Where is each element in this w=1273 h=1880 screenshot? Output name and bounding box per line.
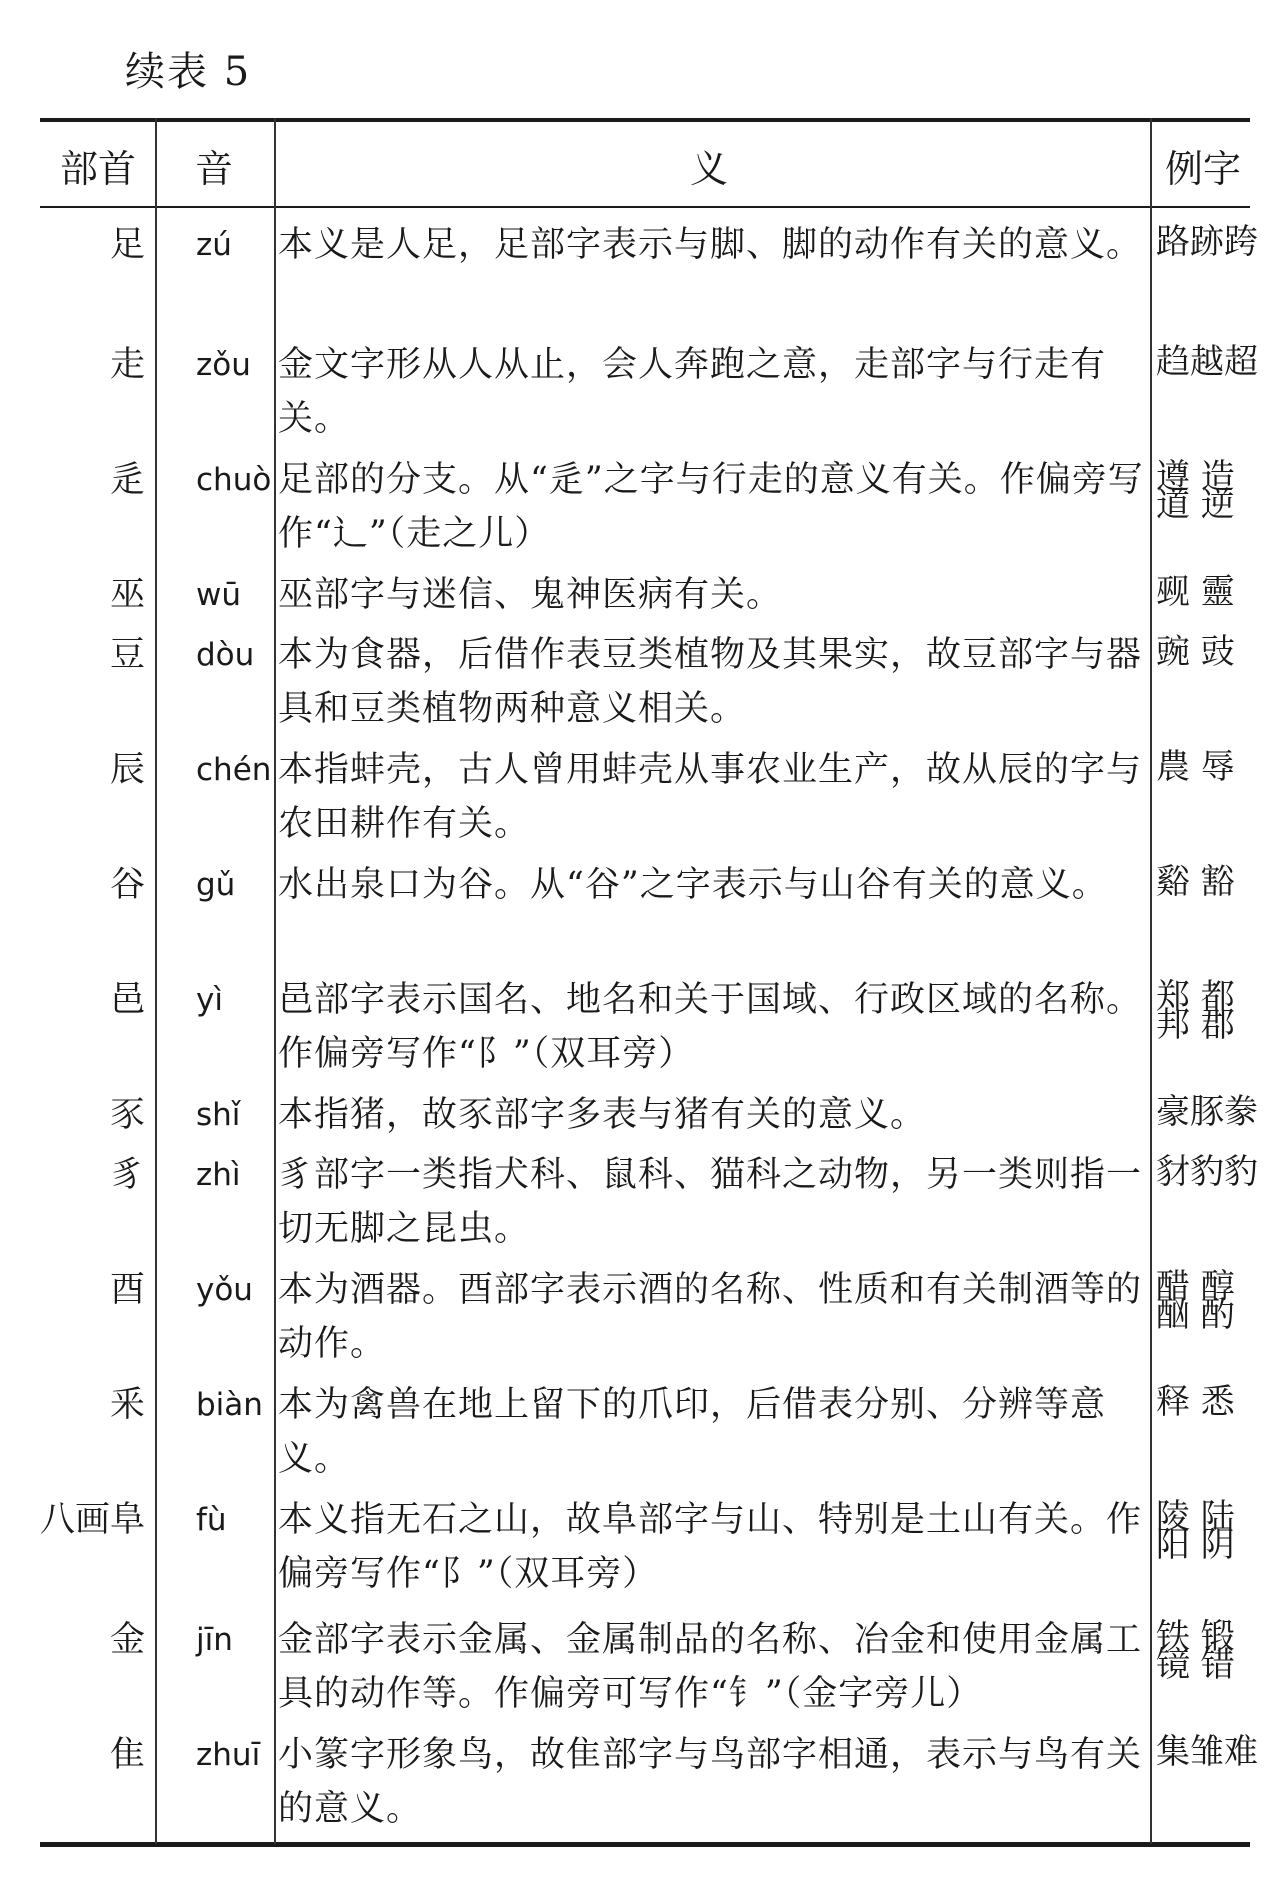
row-pinyin: yì [196,982,223,1018]
row-examples: 豺豹豹 [1156,1152,1258,1192]
row-radical: 隹 [109,1735,145,1775]
row-pinyin: zhì [196,1157,241,1193]
row-radical: 釆 [109,1385,145,1425]
row-meaning: 小篆字形象鸟，故隹部字与鸟部字相通，表示与鸟有关的意义。 [278,1735,1143,1829]
row-examples: 释 悉 [1156,1382,1235,1422]
row-pinyin: chuò [196,462,272,498]
row-meaning: 本为禽兽在地上留下的爪印，后借表分别、分辨等意义。 [278,1385,1107,1479]
row-meaning: 本为食器，后借作表豆类植物及其果实，故豆部字与器具和豆类植物两种意义相关。 [278,635,1143,729]
row-radical: 豕 [109,1095,145,1135]
header-pinyin: 音 [195,147,234,191]
column-divider [274,118,276,1844]
row-radical: 走 [109,345,145,385]
row-meaning: 金部字表示金属、金属制品的名称、冶金和使用金属工具的动作等。作偏旁可写作“钅”（金字旁儿） [278,1620,1143,1714]
row-radical: 豆 [109,635,145,675]
row-meaning: 邑部字表示国名、地名和关于国域、行政区域的名称。作偏旁写作“阝”（双耳旁） [278,980,1143,1074]
row-radical: 辰 [109,750,145,790]
row-examples: 農 辱 [1156,747,1235,787]
row-radical: 酉 [109,1270,145,1310]
row-meaning: 本为酒器。酉部字表示酒的名称、性质和有关制酒等的动作。 [278,1270,1143,1364]
row-examples: 遵 造 道 逆 [1156,457,1235,525]
row-pinyin: chén [196,752,272,788]
row-pinyin: zhuī [196,1737,261,1773]
row-pinyin: fù [196,1502,227,1538]
row-pinyin: dòu [196,637,255,673]
row-examples: 豌 豉 [1156,632,1235,672]
row-examples: 醋 醇 酗 酌 [1156,1267,1235,1335]
row-meaning: 金文字形从人从止，会人奔跑之意，走部字与行走有关。 [278,345,1107,439]
row-meaning: 本指猪，故豕部字多表与猪有关的意义。 [278,1095,927,1135]
row-radical: 足 [109,225,145,265]
row-examples: 路跡跨 [1156,222,1258,262]
table-top-rule [40,118,1250,122]
row-meaning: 足部的分支。从“辵”之字与行走的意义有关。作偏旁写作“辶”（走之儿） [278,460,1144,554]
row-examples: 觋 靈 [1156,572,1235,612]
table-header-rule [40,206,1250,208]
row-examples: 谿 豁 [1156,862,1235,902]
row-pinyin: gǔ [196,867,236,903]
row-pinyin: wū [196,577,242,613]
row-radical: 谷 [109,865,145,905]
row-pinyin: zǒu [196,347,251,383]
row-pinyin: yǒu [196,1272,253,1308]
table-bottom-rule [40,1842,1250,1847]
row-pinyin: biàn [196,1387,263,1423]
header-radical: 部首 [60,147,137,191]
row-pinyin: zú [196,227,232,263]
row-examples: 豪豚豢 [1156,1092,1258,1132]
row-radical: 巫 [109,575,145,615]
row-examples: 趋越超 [1156,342,1258,382]
row-radical: 豸 [109,1155,145,1195]
row-meaning: 巫部字与迷信、鬼神医病有关。 [278,575,783,615]
row-meaning: 本义是人足，足部字表示与脚、脚的动作有关的意义。 [278,225,1143,265]
column-divider [155,118,157,1844]
row-meaning: 本指蚌壳，古人曾用蚌壳从事农业生产，故从辰的字与农田耕作有关。 [278,750,1143,844]
header-meaning: 义 [690,147,729,191]
row-examples: 郑 都 邦 郡 [1156,977,1235,1045]
row-examples: 陵 陆 阳 阴 [1156,1497,1235,1565]
column-divider [1150,118,1152,1844]
row-meaning: 水出泉口为谷。从“谷”之字表示与山谷有关的意义。 [278,865,1108,905]
row-pinyin: shǐ [196,1097,241,1133]
row-radical: 金 [109,1620,145,1660]
row-radical: 八画阜 [39,1500,145,1540]
row-radical: 辵 [109,460,145,500]
row-radical: 邑 [109,980,145,1020]
row-pinyin: jīn [196,1622,233,1658]
table-caption: 续表 5 [125,49,252,95]
header-examples: 例字 [1165,147,1242,191]
row-meaning: 本义指无石之山，故阜部字与山、特别是土山有关。作偏旁写作“阝”（双耳旁） [278,1500,1143,1594]
row-examples: 集雏难 [1156,1732,1258,1772]
row-examples: 铁 锻 镜 错 [1156,1617,1235,1685]
row-meaning: 豸部字一类指犬科、鼠科、猫科之动物，另一类则指一切无脚之昆虫。 [278,1155,1143,1249]
